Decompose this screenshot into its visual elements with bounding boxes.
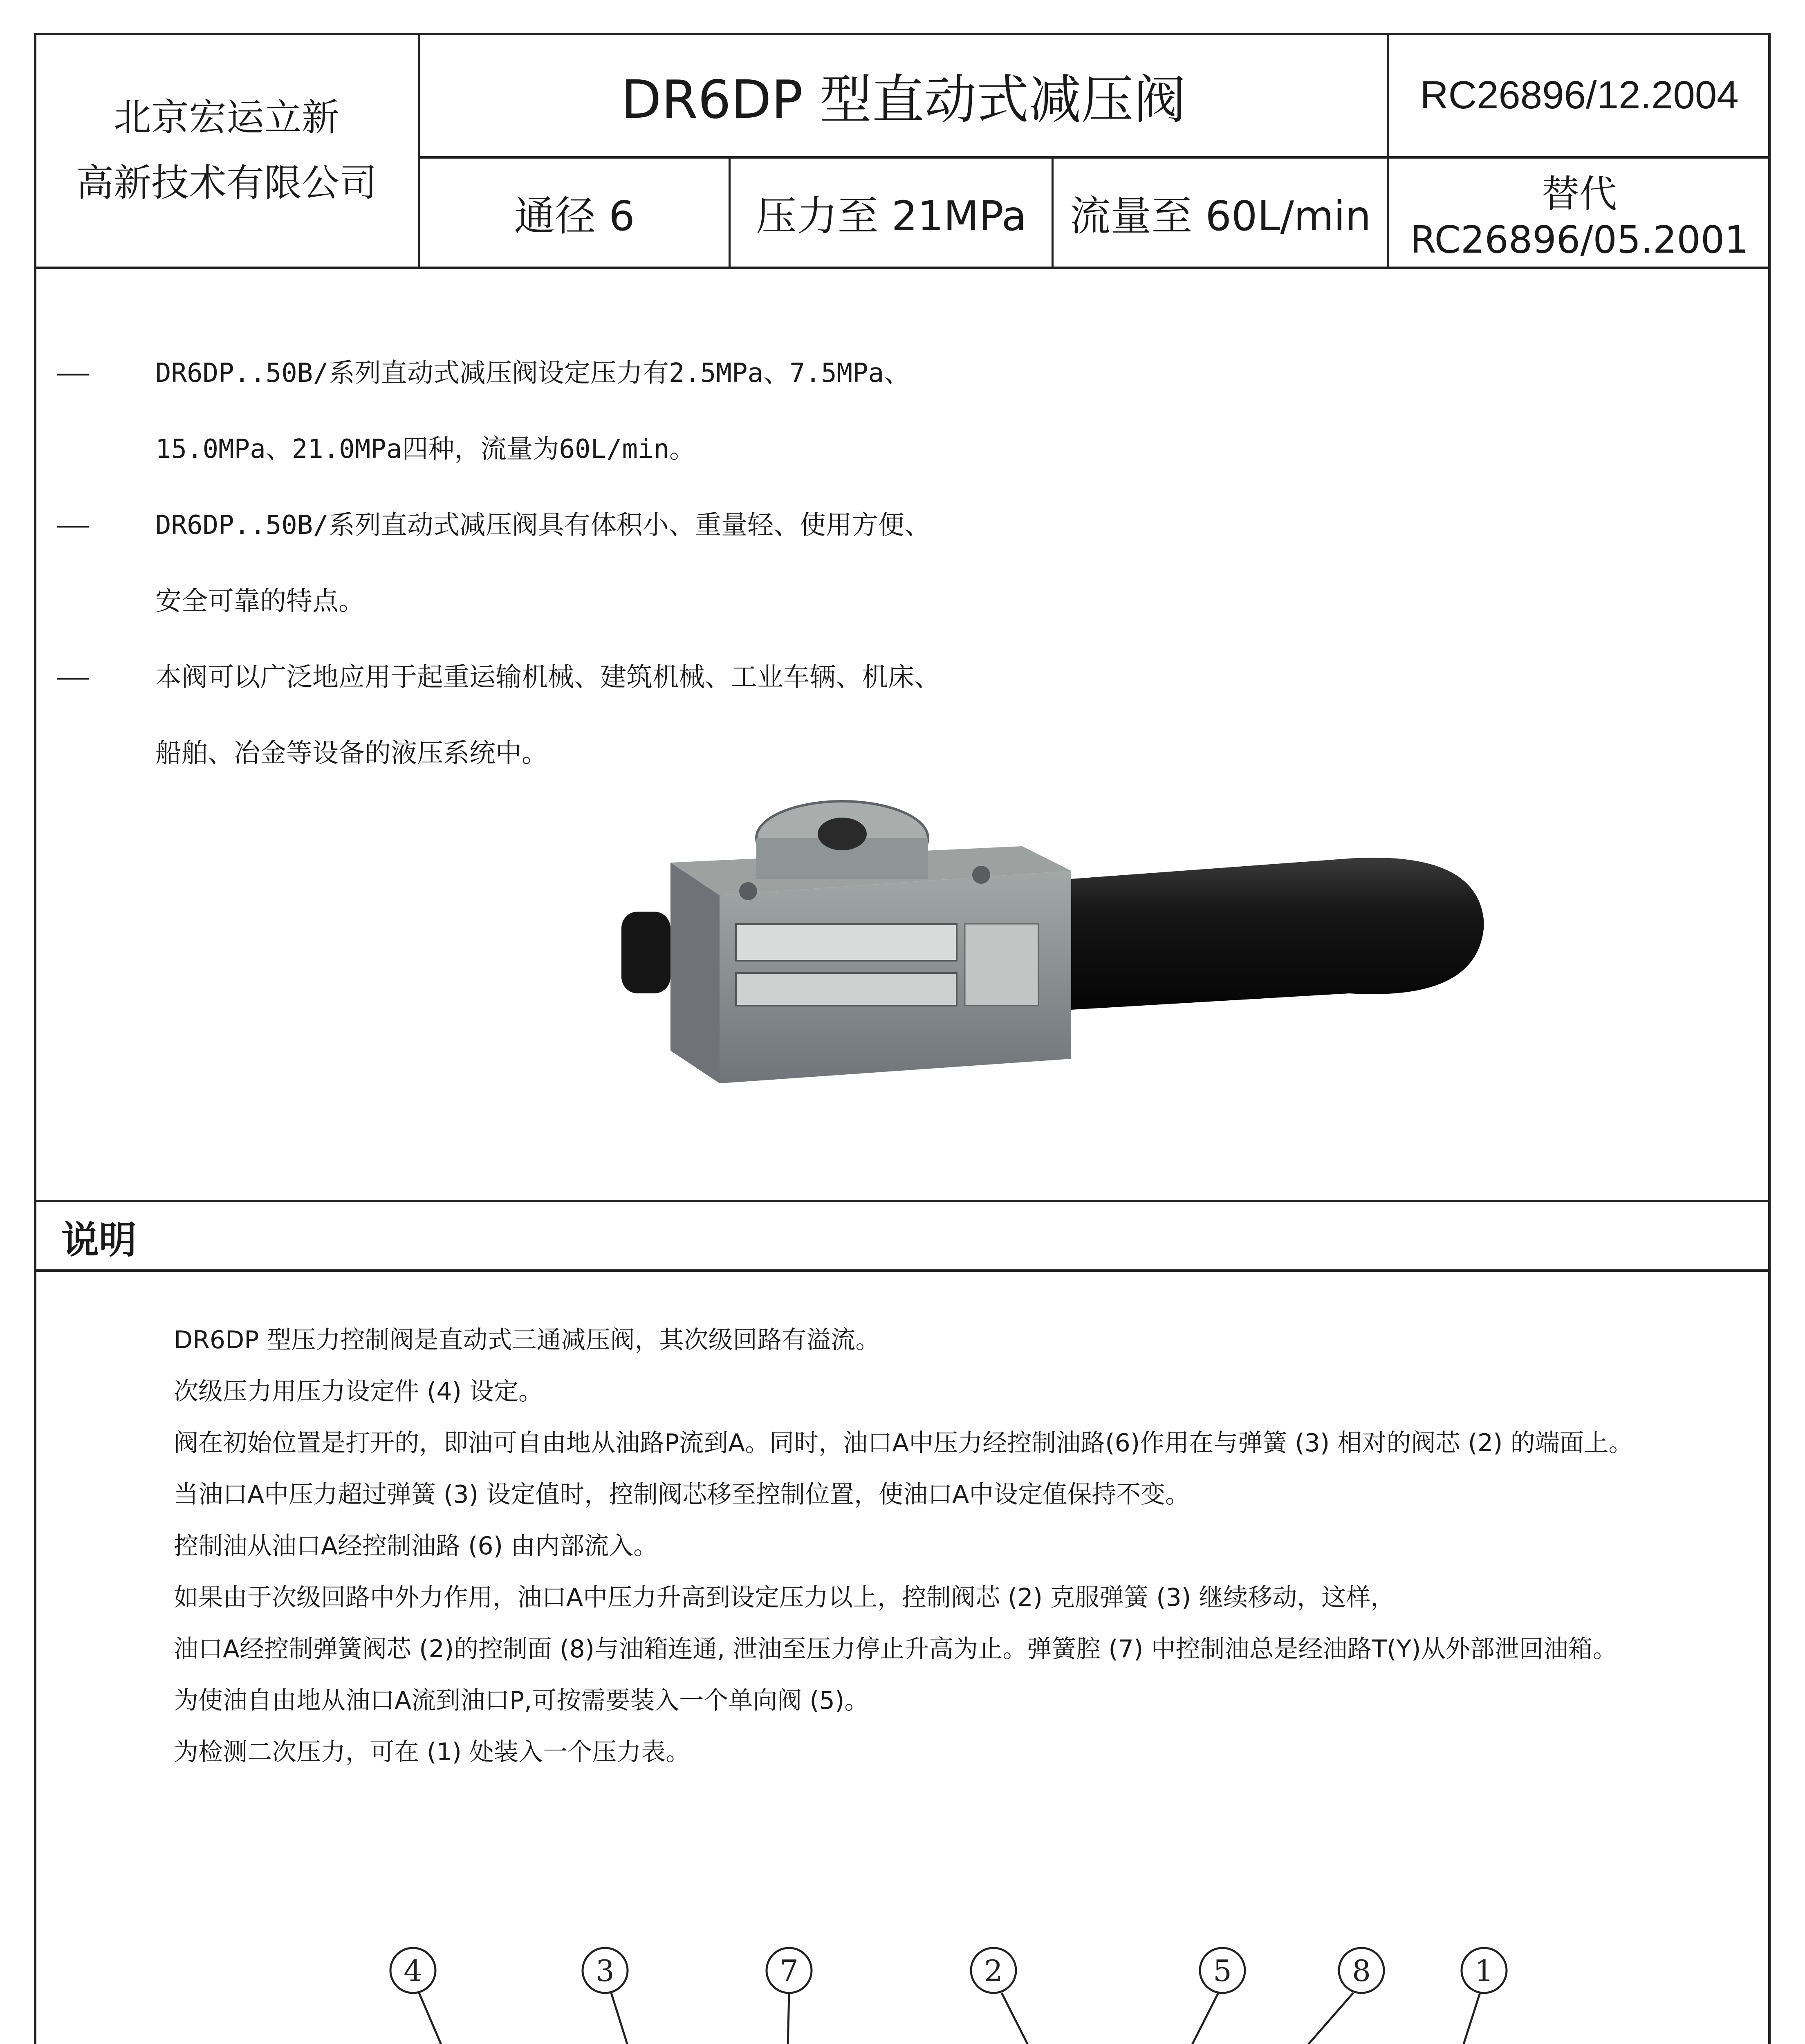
valve-adjust-screw — [818, 818, 867, 850]
spec-nominal-size: 通径 6 — [514, 192, 635, 240]
intro-line: DR6DP..50B/系列直动式减压阀具有体积小、重量轻、使用方便、 — [155, 510, 931, 540]
intro-line: 本阀可以广泛地应用于起重运输机械、建筑机械、工业车辆、机床、 — [155, 662, 940, 693]
callout-label: 5 — [1213, 1954, 1232, 1988]
company-name-line1: 北京宏运立新 — [113, 95, 339, 139]
intro-list — [57, 335, 1079, 791]
callout-label: 8 — [1352, 1954, 1371, 1988]
description-line: 如果由于次级回路中外力作用，油口A中压力升高到设定压力以上，控制阀芯 (2) 克服弹簧 (3) 继续移动，这样， — [174, 1583, 1395, 1612]
intro-item — [57, 487, 1079, 639]
description-line: 控制油从油口A经控制油路 (6) 由内部流入。 — [174, 1532, 658, 1560]
description-line: 为使油自由地从油口A流到油口P,可按需要装入一个单向阀 (5)。 — [174, 1686, 869, 1715]
valve-end-plug — [621, 912, 670, 993]
nameplate — [736, 973, 957, 1006]
spec-replaces: 替代 RC26896/05.2001 — [1410, 172, 1749, 262]
intro-item — [57, 335, 1079, 487]
description-line: DR6DP 型压力控制阀是直动式三通减压阀，其次级回路有溢流。 — [174, 1326, 880, 1354]
intro-line: 15.0MPa、21.0MPa四种，流量为60L/min。 — [155, 434, 696, 464]
callout-group — [390, 1948, 1507, 2044]
intro-line: 船舶、冶金等设备的液压系统中。 — [155, 738, 548, 769]
description-line: 阀在初始位置是打开的，即油可自由地从油路P流到A。同时，油口A中压力经控制油路(6)作用在与弹簧 (3) 相对的阀芯 (2) 的端面上。 — [174, 1429, 1633, 1457]
section-bottom-line — [34, 1269, 1771, 1272]
document-code: RC26896/12.2004 — [1420, 73, 1739, 117]
valve-body-front — [670, 863, 720, 1083]
section-title: 说明 — [61, 1218, 137, 1262]
nameplate — [736, 924, 957, 961]
spec-pressure: 压力至 21MPa — [756, 192, 1027, 240]
mount-hole — [739, 882, 757, 900]
intro-line: 安全可靠的特点。 — [155, 586, 365, 616]
description — [174, 1314, 1727, 1778]
callout-label: 7 — [780, 1954, 798, 1988]
bullet-dash: —— — [57, 510, 89, 540]
spec-flow: 流量至 60L/min — [1070, 192, 1371, 240]
bullet-dash: —— — [57, 358, 89, 388]
callout-label: 2 — [984, 1954, 1003, 1988]
callout-label: 4 — [404, 1954, 422, 1988]
valve-product-photo — [613, 789, 1492, 1108]
intro-line: DR6DP..50B/系列直动式减压阀设定压力有2.5MPa、7.5MPa、 — [155, 358, 910, 388]
intro-item — [57, 639, 1079, 791]
valve-spring-housing — [1071, 858, 1484, 1010]
valve-section-drawing — [339, 1942, 1525, 2044]
description-line: 次级压力用压力设定件 (4) 设定。 — [174, 1377, 543, 1406]
label-tag — [965, 924, 1038, 1006]
callout-label: 3 — [596, 1954, 614, 1988]
leader-lines — [419, 1993, 1480, 2044]
page-title: DR6DP 型直动式减压阀 — [621, 69, 1186, 130]
company-name-line2: 高新技术有限公司 — [76, 161, 377, 205]
description-line: 当油口A中压力超过弹簧 (3) 设定值时，控制阀芯移至控制位置，使油口A中设定值保持不变。 — [174, 1480, 1190, 1509]
description-line: 油口A经控制弹簧阀芯 (2)的控制面 (8)与油箱连通, 泄油至压力停止升高为止。弹簧腔 (7) 中控制油总是经油路T(Y)从外部泄回油箱。 — [174, 1635, 1617, 1663]
description-line: 为检测二次压力，可在 (1) 处装入一个压力表。 — [174, 1738, 691, 1766]
company-name — [34, 33, 419, 268]
section-top-line — [34, 1200, 1771, 1202]
callout-label: 1 — [1475, 1954, 1493, 1988]
bullet-dash: —— — [57, 662, 89, 693]
mount-hole — [972, 866, 990, 884]
